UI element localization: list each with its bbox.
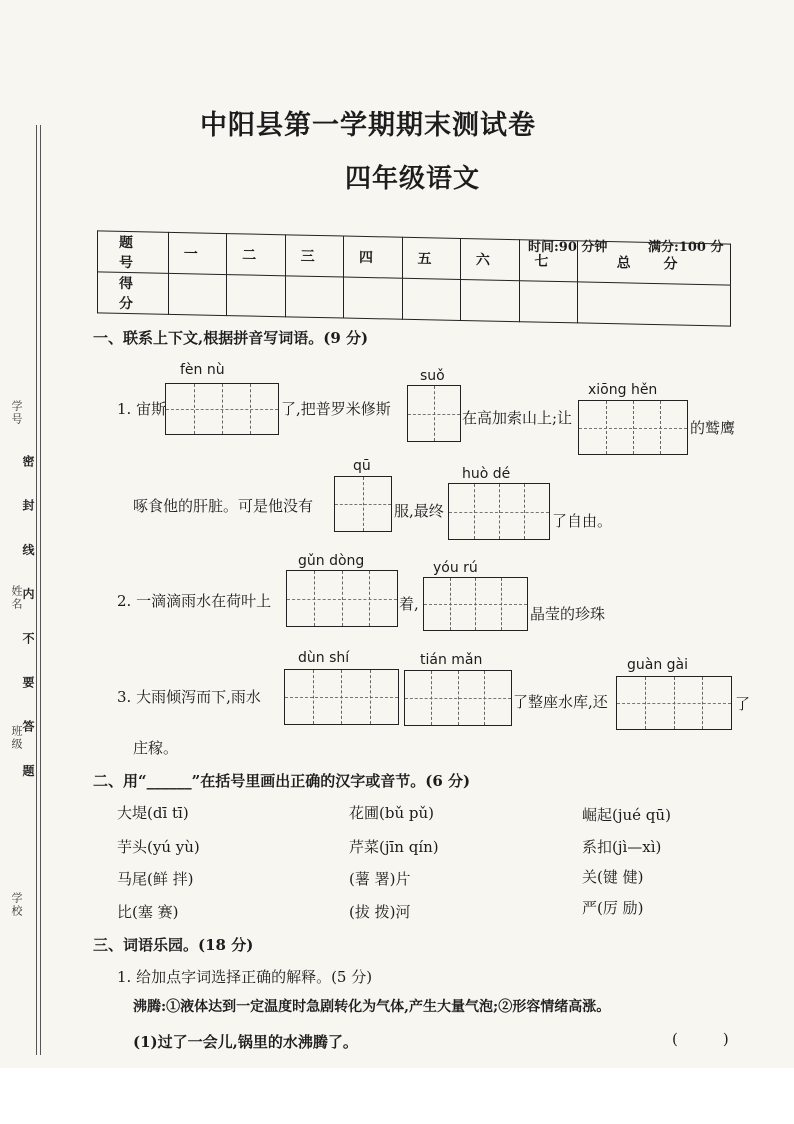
column-header: 六 (461, 238, 519, 280)
row-label: 题 号 (98, 231, 169, 273)
answer-box[interactable] (616, 676, 732, 730)
section-2-heading: 二、用“______”在括号里画出正确的汉字或音节。(6 分) (93, 772, 471, 790)
column-header: 五 (402, 237, 460, 279)
answer-box[interactable] (334, 476, 392, 532)
q1-text: 服,最终 (394, 502, 444, 520)
choice-item[interactable]: 芹菜(jīn qín) (349, 838, 439, 856)
pinyin-hint: fèn nù (180, 362, 225, 378)
seal-notice: 密 封 线 内 不 要 答 题 (21, 455, 35, 791)
pinyin-hint: huò dé (462, 466, 511, 482)
answer-box[interactable] (407, 385, 461, 442)
row-label: 得 分 (98, 272, 169, 314)
answer-box[interactable] (423, 577, 528, 631)
bleed-through-text (100, 115, 113, 134)
page-bottom-margin (0, 1068, 794, 1124)
exam-title: 中阳县第一学期期末测试卷 (200, 110, 536, 141)
score-cell[interactable] (461, 279, 519, 321)
q1-text: 了自由。 (552, 512, 613, 530)
q1-text: 了,把普罗米修斯 (281, 400, 391, 418)
score-table (97, 230, 731, 326)
answer-box[interactable] (286, 570, 398, 627)
choice-item[interactable]: 关(键 健) (582, 868, 644, 886)
choice-item[interactable]: 芋头(yú yù) (117, 838, 200, 856)
q3-text: 3. 大雨倾泻而下,雨水 (117, 688, 261, 706)
q3-text: 了整座水库,还 (513, 693, 608, 711)
exam-subtitle: 四年级语文 (345, 164, 481, 194)
choice-item[interactable]: (薯 署)片 (349, 870, 411, 888)
choice-item[interactable]: 比(塞 赛) (117, 903, 179, 921)
score-cell[interactable] (519, 281, 577, 323)
q1-text: 1. 宙斯 (117, 400, 167, 418)
column-header: 七 (519, 240, 577, 282)
column-header: 四 (344, 236, 402, 278)
choice-item[interactable]: 严(厉 励) (582, 899, 644, 917)
subquestion-heading: 1. 给加点字词选择正确的解释。(5 分) (117, 968, 373, 986)
q1-text: 在高加索山上;让 (462, 409, 573, 427)
q3-text: 了 (735, 695, 751, 713)
score-cell[interactable] (285, 276, 343, 318)
q2-text: 着, (399, 595, 419, 613)
pinyin-hint: gǔn dòng (298, 553, 365, 569)
score-cell[interactable] (227, 275, 285, 317)
definition-text: 沸腾:①液体达到一定温度时急剧转化为气体,产生大量气泡;②形容情绪高涨。 (133, 999, 611, 1015)
margin-label-school: 学校 (10, 892, 23, 918)
pinyin-hint: xiōng hěn (588, 382, 658, 398)
binding-line (40, 125, 41, 1055)
margin-label-name: 姓名 (10, 585, 23, 611)
exam-full-score: 满分:100 分 (648, 240, 724, 255)
exam-duration: 时间:90 分钟 (528, 240, 608, 255)
section-3-heading: 三、词语乐园。(18 分) (93, 936, 254, 954)
answer-bracket[interactable]: ( ) (672, 1030, 729, 1048)
q2-text: 晶莹的珍珠 (530, 605, 606, 623)
q2-text: 2. 一滴滴雨水在荷叶上 (117, 592, 272, 610)
choice-item[interactable]: 崛起(jué qū) (582, 806, 671, 824)
question-item: (1)过了一会儿,锅里的水沸腾了。 (133, 1033, 358, 1051)
column-header: 二 (227, 234, 285, 276)
q3-text: 庄稼。 (133, 739, 179, 757)
pinyin-hint: yóu rú (433, 560, 478, 576)
score-cell[interactable] (344, 277, 402, 319)
margin-label-class: 班级 (10, 725, 23, 751)
margin-label-student-id: 学号 (10, 400, 23, 426)
column-header: 一 (169, 232, 227, 274)
answer-box[interactable] (284, 669, 399, 725)
score-cell[interactable] (169, 273, 227, 315)
choice-item[interactable]: 花圃(bǔ pǔ) (349, 804, 434, 822)
score-cell[interactable] (402, 278, 460, 320)
section-1-heading: 一、联系上下文,根据拼音写词语。(9 分) (93, 329, 369, 347)
pinyin-hint: suǒ (420, 368, 445, 384)
column-header: 三 (285, 235, 343, 277)
answer-box[interactable] (165, 383, 279, 435)
answer-box[interactable] (578, 400, 688, 455)
answer-box[interactable] (448, 483, 550, 540)
pinyin-hint: dùn shí (298, 650, 350, 666)
pinyin-hint: qū (353, 458, 371, 474)
pinyin-hint: guàn gài (627, 657, 689, 673)
pinyin-hint: tián mǎn (420, 652, 483, 668)
choice-item[interactable]: 马尾(鲜 拌) (117, 870, 194, 888)
choice-item[interactable]: 大堤(dī tī) (117, 804, 189, 822)
choice-item[interactable]: (拔 拨)河 (349, 903, 411, 921)
q1-text: 的鹫鹰 (690, 419, 736, 437)
score-cell[interactable] (578, 282, 731, 326)
choice-item[interactable]: 系扣(jì—xì) (582, 838, 662, 856)
answer-box[interactable] (404, 670, 512, 726)
column-header: 总 分 (578, 241, 731, 285)
q1-text: 啄食他的肝脏。可是他没有 (133, 497, 314, 515)
